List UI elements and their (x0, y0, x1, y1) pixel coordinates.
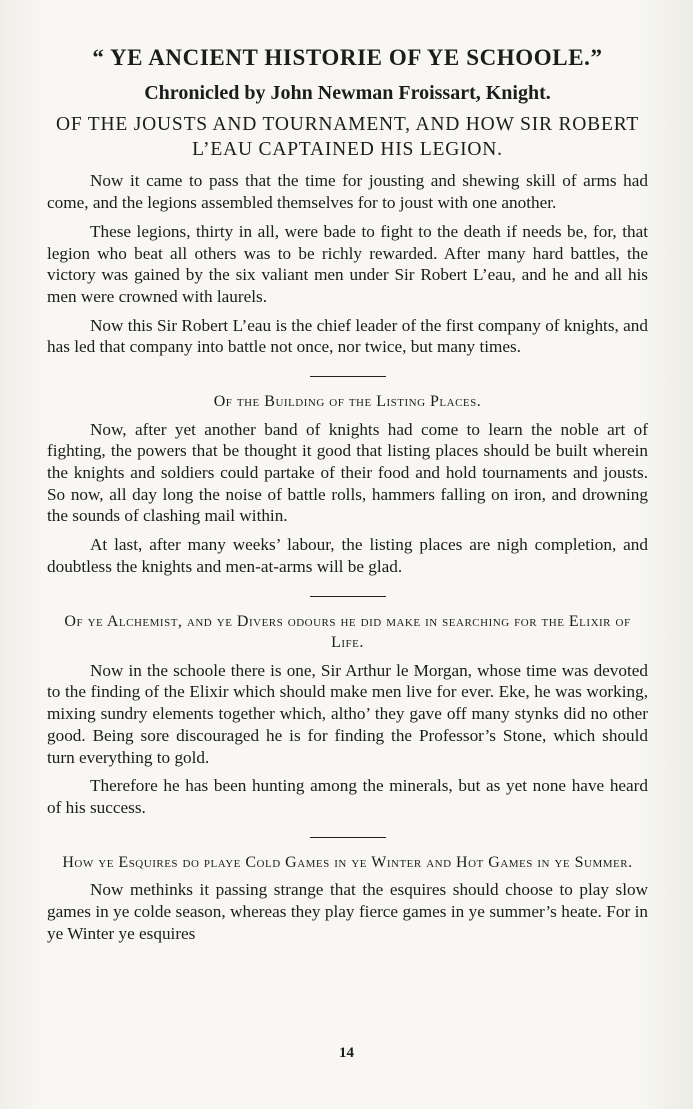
paragraph: Now in the schoole there is one, Sir Arthur le Morgan, whose time was devoted to the finding of the Elixir which should make men live for ever. Eke, he was working, mixing sundry elements together which, altho’ they gave off many stynks did no other good. Being sore discouraged he is for finding the Professor’s Stone, which should turn everything to gold. (47, 660, 648, 767)
page-title: “ YE ANCIENT HISTORIE OF YE SCHOOLE.” (92, 45, 603, 70)
paragraph: Now it came to pass that the time for jousting and shewing skill of arms had come, and the legions assembled themselves for to joust with one another. (47, 171, 648, 213)
paragraph: At last, after many weeks’ labour, the listing places are nigh completion, and doubtless the knights and men-at-arms will be glad. (47, 535, 648, 576)
page-number: 14 (339, 1045, 354, 1061)
section-divider (310, 837, 386, 838)
section-heading-alchemist: Of ye Alchemist, and ye Divers odours he did make in searching for the Elixir of Life. (64, 612, 631, 652)
section-heading-listing-places: Of the Building of the Listing Places. (213, 393, 482, 411)
section-heading-esquires: How ye Esquires do playe Cold Games in ye Winter and Hot Games in ye Summer. (62, 853, 633, 871)
paragraph: Therefore he has been hunting among the minerals, but as yet none have heard of his success. (47, 776, 648, 817)
byline: Chronicled by John Newman Froissart, Knight. (144, 81, 551, 104)
section-heading-jousts: OF THE JOUSTS AND TOURNAMENT, AND HOW SIR ROBERT L’EAU CAPTAINED HIS LEGION. (55, 113, 640, 161)
paragraph: These legions, thirty in all, were bade to fight to the death if needs be, for, that legion who beat all others was to be richly rewarded. After many hard battles, the victory was gained by the six valiant men under Sir Robert L’eau, and he and all his men were crowned with laurels. (47, 221, 648, 306)
paragraph: Now methinks it passing strange that the esquires should choose to play slow games in ye colde season, whereas they play fierce games in ye summer’s heate. For in ye Winter ye esquires (47, 880, 648, 943)
section-divider (310, 376, 386, 377)
section-divider (310, 596, 386, 597)
paragraph: Now this Sir Robert L’eau is the chief leader of the first company of knights, and has led that company into battle not once, nor twice, but many times. (47, 315, 648, 357)
paragraph: Now, after yet another band of knights had come to learn the noble art of fighting, the powers that be thought it good that listing places should be built wherein the knights and soldiers could partake of their food and hold tournaments and jousts. So now, all day long the noise of battle rolls, hammers falling on iron, and drowning the sounds of clashing mail within. (47, 419, 648, 526)
